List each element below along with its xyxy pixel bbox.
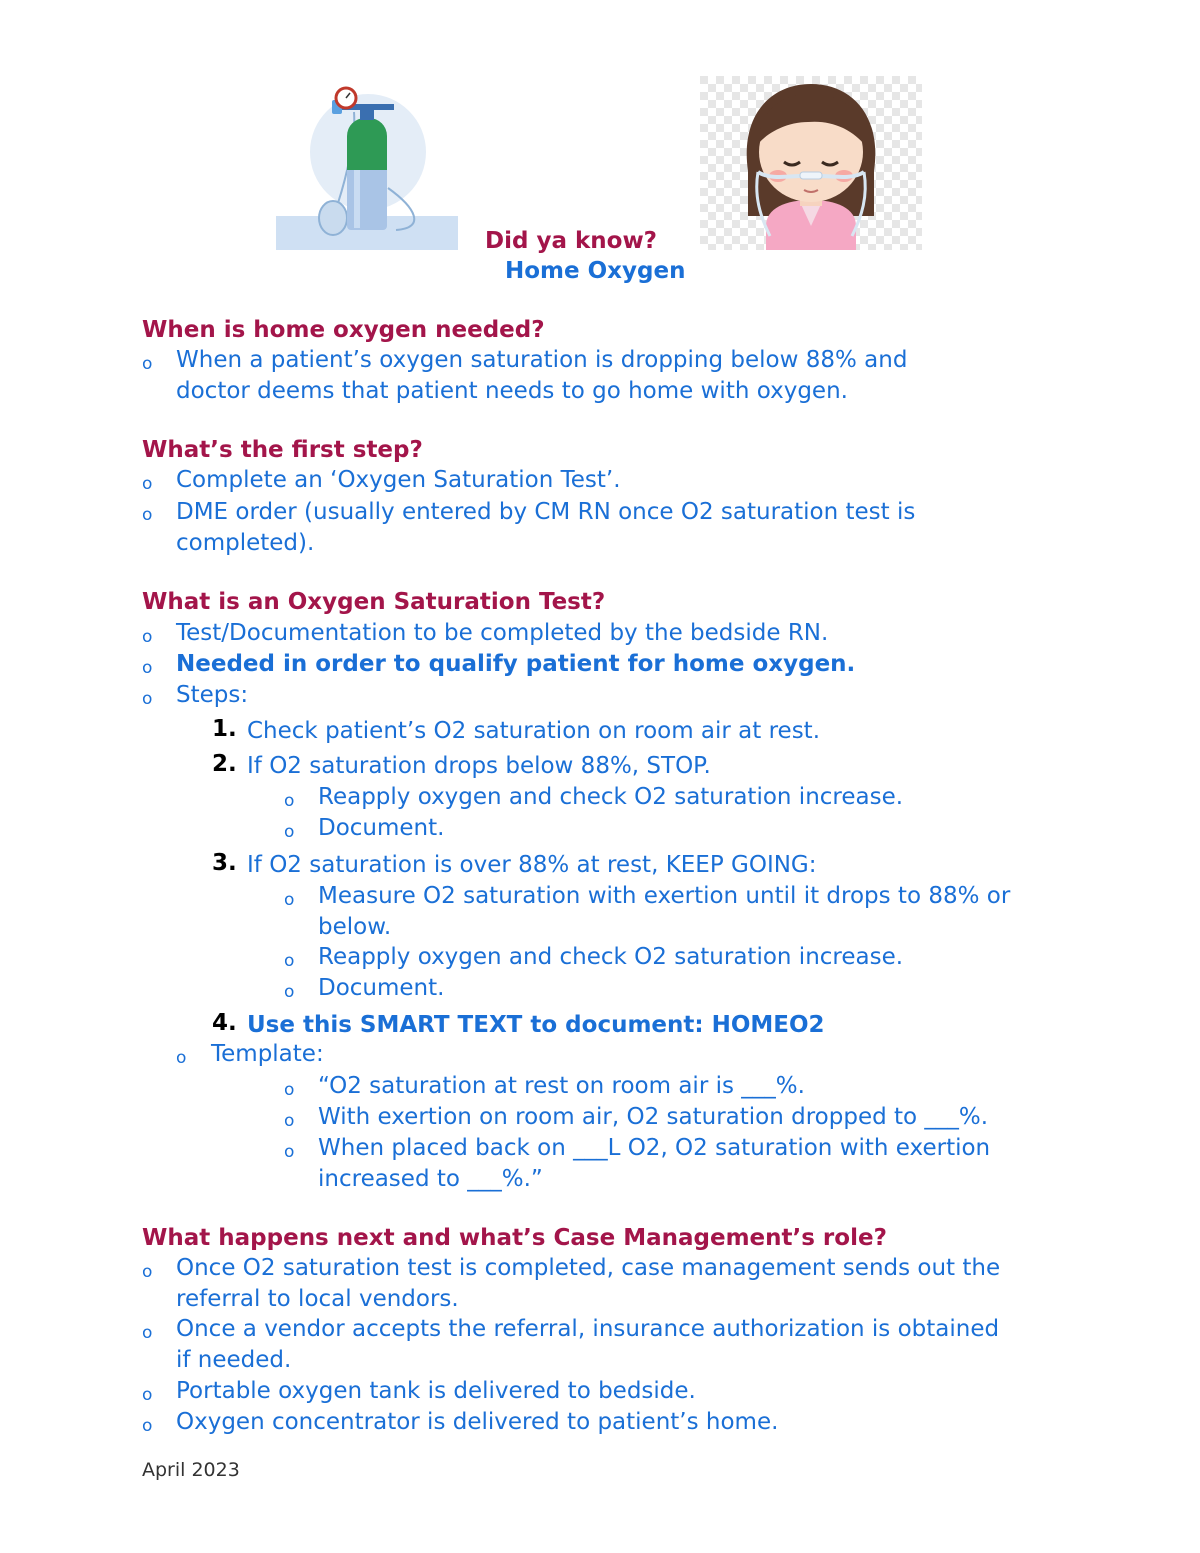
section-heading: What happens next and what’s Case Management’s role? (142, 1225, 887, 1251)
bullet-text: Measure O2 saturation with exertion until it drops to 88% or below. (318, 883, 1011, 940)
step-text: Check patient’s O2 saturation on room air at rest. (247, 718, 821, 744)
template-item: When placed back on ___L O2, O2 saturation with exertion increased to ___%.” (318, 1135, 991, 1192)
footer-date: April 2023 (142, 1459, 240, 1481)
oxygen-tank-illustration (276, 78, 458, 250)
bullet-icon: o (176, 1048, 187, 1068)
section-heading: What is an Oxygen Saturation Test? (142, 589, 606, 615)
bullet-icon: o (142, 627, 153, 647)
bullet-icon: o (142, 505, 153, 525)
bullet-icon: o (284, 1142, 295, 1162)
bullet-icon: o (142, 1262, 153, 1282)
step-number: 3. (212, 850, 237, 876)
template-label: Template: (211, 1041, 324, 1067)
bullet-text: DME order (usually entered by CM RN once O2 saturation test is completed). (176, 499, 916, 556)
bullet-icon: o (284, 1111, 295, 1131)
step-text: If O2 saturation drops below 88%, STOP. (247, 753, 711, 779)
bullet-text: Portable oxygen tank is delivered to bedside. (176, 1378, 696, 1404)
section-heading: When is home oxygen needed? (142, 317, 545, 343)
header-home-oxygen: Home Oxygen (505, 258, 686, 284)
bullet-icon: o (142, 1323, 153, 1343)
bullet-text: Complete an ‘Oxygen Saturation Test’. (176, 467, 621, 493)
bullet-icon: o (284, 890, 295, 910)
template-item: “O2 saturation at rest on room air is ___%. (318, 1073, 805, 1099)
header-did-ya-know: Did ya know? (485, 228, 658, 254)
step-number: 4. (212, 1010, 237, 1036)
step-number: 1. (212, 716, 237, 742)
bullet-text: Once O2 saturation test is completed, case management sends out the referral to local vendors. (176, 1255, 1001, 1312)
bullet-text: When a patient’s oxygen saturation is dropping below 88% and doctor deems that patient needs to go home with oxygen. (176, 347, 908, 404)
bullet-icon: o (284, 791, 295, 811)
bullet-text: Steps: (176, 682, 249, 708)
bullet-icon: o (142, 658, 153, 678)
patient-cannula-illustration (700, 76, 922, 250)
section-heading: What’s the first step? (142, 437, 423, 463)
bullet-icon: o (142, 474, 153, 494)
bullet-text: Once a vendor accepts the referral, insurance authorization is obtained if needed. (176, 1316, 1000, 1373)
bullet-text: Test/Documentation to be completed by the bedside RN. (176, 620, 829, 646)
bullet-text: Needed in order to qualify patient for home oxygen. (176, 651, 856, 677)
bullet-text: Reapply oxygen and check O2 saturation increase. (318, 944, 904, 970)
bullet-text: Document. (318, 815, 445, 841)
bullet-text: Reapply oxygen and check O2 saturation increase. (318, 784, 904, 810)
bullet-icon: o (142, 689, 153, 709)
bullet-icon: o (142, 1416, 153, 1436)
bullet-icon: o (142, 354, 153, 374)
bullet-icon: o (284, 951, 295, 971)
step-number: 2. (212, 751, 237, 777)
bullet-icon: o (284, 1080, 295, 1100)
template-item: With exertion on room air, O2 saturation dropped to ___%. (318, 1104, 989, 1130)
bullet-icon: o (284, 982, 295, 1002)
bullet-text: Oxygen concentrator is delivered to patient’s home. (176, 1409, 779, 1435)
bullet-text: Document. (318, 975, 445, 1001)
bullet-icon: o (284, 822, 295, 842)
bullet-icon: o (142, 1385, 153, 1405)
step-text: Use this SMART TEXT to document: HOMEO2 (247, 1012, 825, 1038)
step-text: If O2 saturation is over 88% at rest, KEEP GOING: (247, 852, 817, 878)
